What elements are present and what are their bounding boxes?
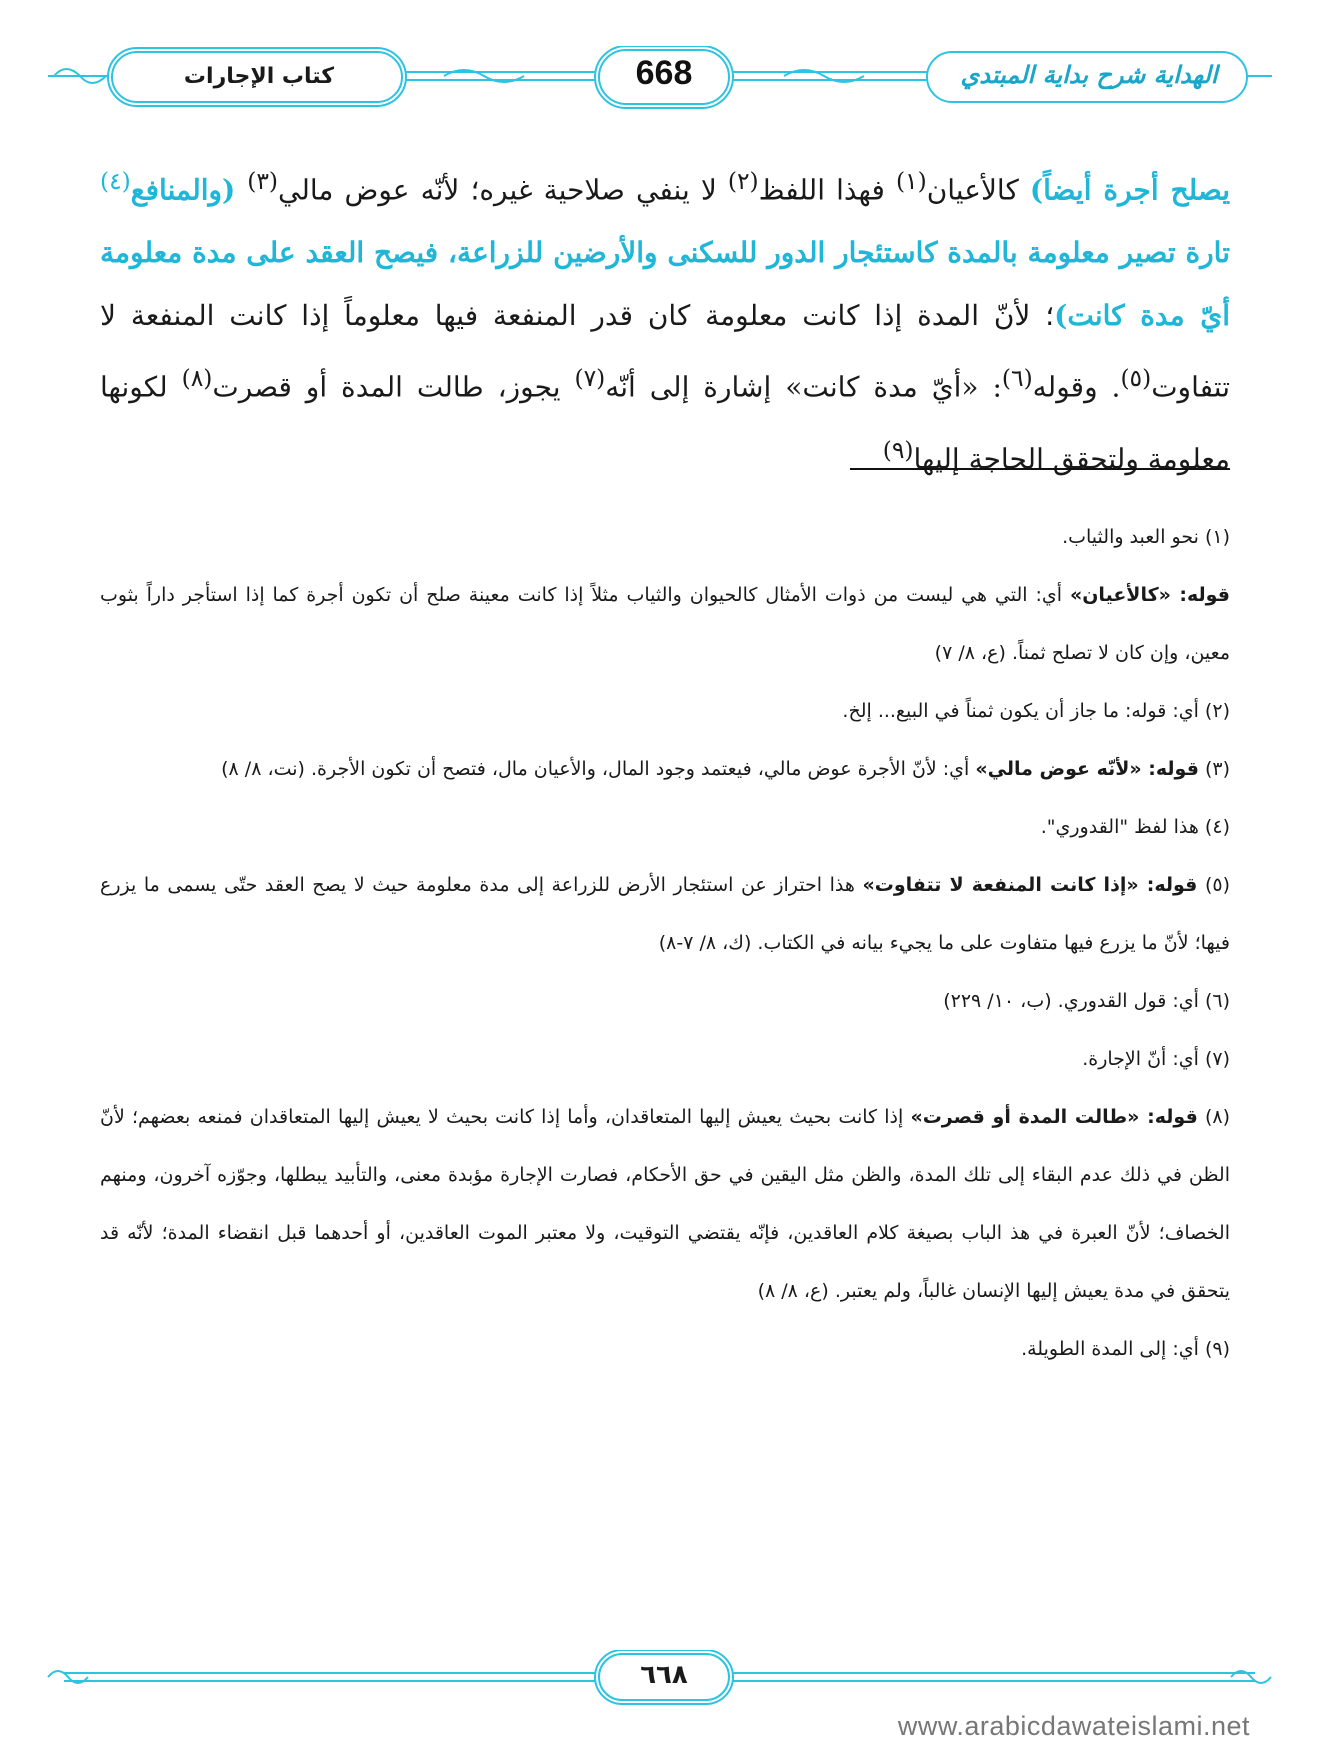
footnote-ref: (٤) [100, 167, 131, 195]
header-page-number: 668 [635, 54, 693, 92]
matn-text: (والمنافع [130, 173, 248, 207]
footnote-ref: (١) [895, 167, 927, 195]
footnote-label: قوله: «لأنّه عوض مالي» [975, 758, 1199, 780]
sharh-text: لا ينفي صلاحية غيره؛ لأنّه عوض مالي [277, 173, 728, 207]
footnote-ref: (٧) [574, 364, 606, 393]
main-text [100, 150, 1230, 490]
matn-text: تارة تصير معلومة بالمدة كاستئجار الدور للسكنى والأرضين للزراعة، فيصح العقد على مدة معلومة أيّ مدة كانت) [100, 236, 1230, 333]
page-header [44, 46, 1275, 110]
footnote-3 [100, 740, 1230, 798]
footnote-number: (٨) [1197, 1106, 1230, 1128]
sharh-text: يجوز، طالت المدة أو قصرت [212, 370, 575, 404]
sharh-text: كالأعيان [926, 173, 1030, 207]
book-title-logo: الهداية شرح بداية المبتدي [960, 60, 1218, 89]
footnote-ref: (٦) [1001, 364, 1033, 393]
footnote-4: (٤) هذا لفظ "القدوري". [1040, 816, 1230, 838]
footnote-number: (٥) [1197, 874, 1231, 896]
sharh-text: ؛ لأنّ المدة إذا كانت معلومة كان قدر المنفعة فيها معلوماً إذا كانت المنفعة لا تتفاوت [100, 299, 1231, 404]
footnote-2: (٢) أي: قوله: ما جاز أن يكون ثمناً في البيع... إلخ. [842, 700, 1230, 722]
footnote-text: أي: لأنّ الأجرة عوض مالي، فيعتمد وجود المال، والأعيان مال، فتصح أن تكون الأجرة. (نت، ٨/ ٨) [221, 758, 976, 780]
footnote-7: (٧) أي: أنّ الإجارة. [1082, 1048, 1230, 1070]
footnote-1: (١) نحو العبد والثياب. [1062, 526, 1230, 548]
footnote-text: هذا احتراز عن استئجار الأرض للزراعة إلى مدة معلومة حيث لا يصح العقد حتّى يسمى ما يزرع فيها؛ لأنّ ما يزرع فيها متفاوت على ما يجيء بيانه في الكتاب. (ك، ٨/ ٧-٨) [100, 874, 1230, 954]
footnote-9: (٩) أي: إلى المدة الطويلة. [1021, 1338, 1230, 1360]
footnote-ref: (٣) [247, 167, 278, 195]
footnote-number: (٣) [1198, 758, 1230, 780]
footnote-5 [100, 856, 1230, 972]
footnote-ref: (٩) [882, 435, 914, 464]
sharh-text: . وقوله [1032, 370, 1121, 404]
matn-text: يصلح أجرة أيضاً) [1029, 173, 1230, 207]
footnote-label: قوله: «إذا كانت المنفعة لا تتفاوت» [862, 874, 1198, 896]
page-footer [44, 1650, 1275, 1706]
website-watermark: www.arabicdawateislami.net [897, 1711, 1250, 1741]
footnote-text: أي: التي هي ليست من ذوات الأمثال كالحيوان والثياب مثلاً إذا كانت معينة صلح أن تكون أجرة كما إذا استأجر داراً بثوب معين، وإن كان لا تصلح ثمناً. (ع، ٨/ ٧) [100, 584, 1230, 664]
sharh-text: لكونها معلومة ولتحقق الحاجة إليها [100, 370, 1230, 475]
footnote-text: إذا كانت بحيث يعيش إليها المتعاقدان، وأما إذا كانت بحيث لا يعيش إليها المتعاقدان فمنعه بعضهم؛ لأنّ الظن في ذلك عدم البقاء إلى تلك المدة، والظن مثل اليقين في حق الأحكام، فصارت الإجارة مؤبدة معنى، والتأبيد يبطلها، وجوّزه آخرون، ومنهم الخصاف؛ لأنّ العبرة في هذ الباب بصيغة كلام العاقدين، فإنّه يقتضي التوقيت، ولا معتبر الموت العاقدين، أو أحدهما قبل انقضاء المدة؛ لأنّه قد يتحقق في مدة يعيش إليها الإنسان غالباً، ولم يعتبر. (ع، ٨/ ٨) [100, 1106, 1230, 1302]
footnote-ref: (٢) [727, 167, 759, 195]
sharh-text: فهذا اللفظ [758, 173, 896, 207]
footnote-6: (٦) أي: قول القدوري. (ب، ١٠/ ٢٢٩) [943, 990, 1230, 1012]
footnote-ref: (٨) [181, 364, 213, 393]
footnote-commentary [100, 566, 1230, 682]
footnote-8 [100, 1088, 1230, 1320]
footnote-divider [850, 468, 1230, 470]
footnotes [100, 508, 1230, 1378]
sharh-text: : «أيّ مدة كانت» إشارة إلى أنّه [605, 370, 1002, 404]
footer-page-number: ٦٦٨ [640, 1660, 688, 1690]
chapter-title: كتاب الإجارات [183, 64, 335, 89]
footnote-ref: (٥) [1120, 364, 1152, 393]
footnote-label: قوله: «طالت المدة أو قصرت» [910, 1106, 1198, 1128]
footnote-label: قوله: «كالأعيان» [1069, 584, 1230, 606]
